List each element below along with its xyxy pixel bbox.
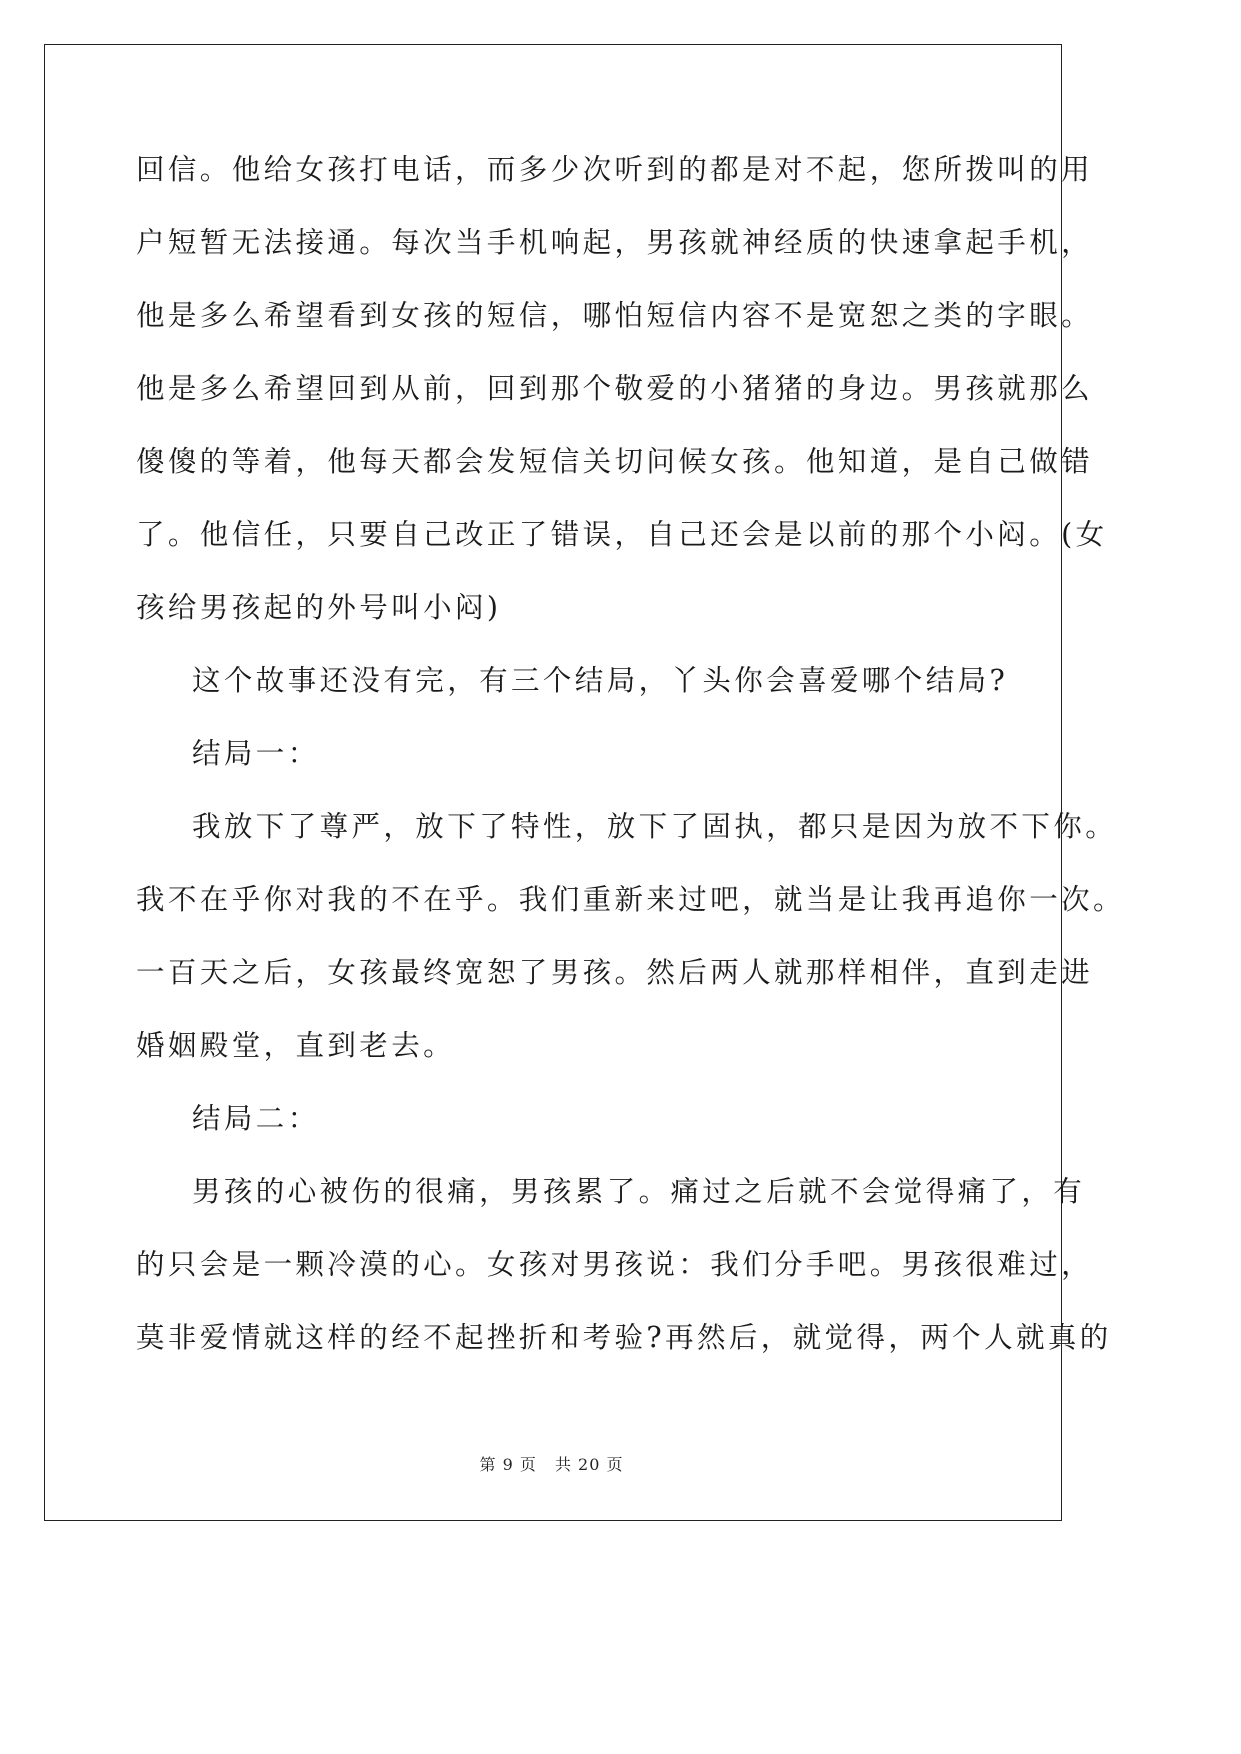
page-footer bbox=[0, 1452, 1103, 1475]
text-line: 他是多么希望回到从前，回到那个敬爱的小猪猪的身边。男孩就那么 bbox=[136, 372, 1094, 405]
text-line: 男孩的心被伤的很痛，男孩累了。痛过之后就不会觉得痛了，有 bbox=[192, 1175, 1086, 1208]
text-line: 莫非爱情就这样的经不起挫折和考验?再然后，就觉得，两个人就真的 bbox=[136, 1321, 1112, 1354]
document-body bbox=[136, 150, 1125, 1391]
page-number: 第 9 页 bbox=[479, 1455, 537, 1474]
text-line: 婚姻殿堂，直到老去。 bbox=[136, 1029, 456, 1062]
text-line: 他是多么希望看到女孩的短信，哪怕短信内容不是宽恕之类的字眼。 bbox=[136, 299, 1094, 332]
heading-ending-one: 结局一： bbox=[192, 737, 320, 770]
text-line: 一百天之后，女孩最终宽恕了男孩。然后两人就那样相伴，直到走进 bbox=[136, 956, 1094, 989]
text-line: 我放下了尊严，放下了特性，放下了固执，都只是因为放不下你。 bbox=[192, 810, 1118, 843]
page-total: 共 20 页 bbox=[554, 1455, 624, 1474]
heading-ending-two: 结局二： bbox=[192, 1102, 320, 1135]
text-line: 回信。他给女孩打电话，而多少次听到的都是对不起，您所拨叫的用 bbox=[136, 153, 1094, 186]
text-line: 傻傻的等着，他每天都会发短信关切问候女孩。他知道，是自己做错 bbox=[136, 445, 1094, 478]
paragraph-intro: 这个故事还没有完，有三个结局，丫头你会喜爱哪个结局? bbox=[192, 664, 1009, 697]
text-line: 我不在乎你对我的不在乎。我们重新来过吧，就当是让我再追你一次。 bbox=[136, 883, 1125, 916]
text-line: 的只会是一颗冷漠的心。女孩对男孩说：我们分手吧。男孩很难过， bbox=[136, 1248, 1094, 1281]
text-line: 了。他信任，只要自己改正了错误，自己还会是以前的那个小闷。(女 bbox=[136, 518, 1108, 551]
text-line: 户短暂无法接通。每次当手机响起，男孩就神经质的快速拿起手机， bbox=[136, 226, 1094, 259]
text-line: 孩给男孩起的外号叫小闷) bbox=[136, 591, 502, 624]
